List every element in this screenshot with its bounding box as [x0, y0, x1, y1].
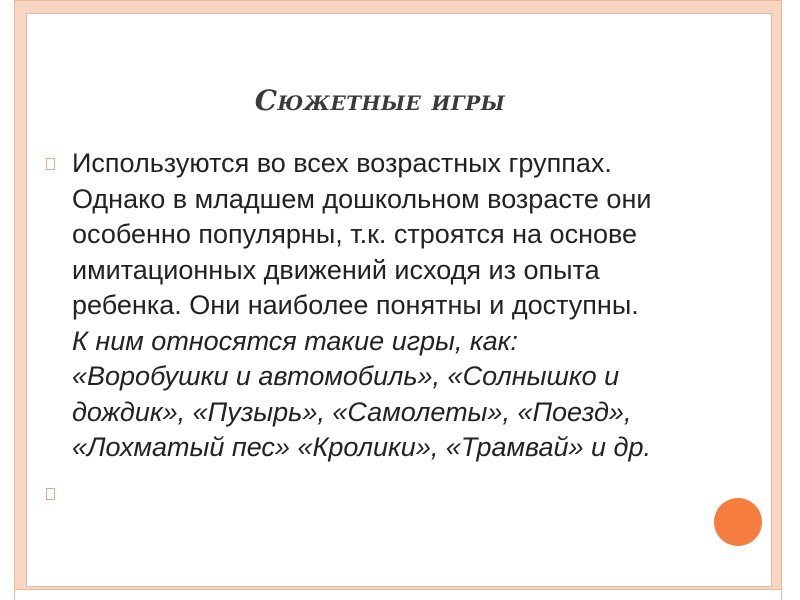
bullet-marker-icon — [46, 488, 55, 500]
bullet-line: особенно популярны, т.к. строятся на основе — [72, 219, 638, 249]
bullet-list — [44, 146, 684, 512]
bullet-line: Однако в младшем дошкольном возрасте они — [72, 183, 652, 214]
bullet-line-italic: «Лохматый пес» «Кролики», «Трамвай» и др. — [72, 432, 651, 462]
bullet-item-empty — [44, 476, 684, 512]
decorative-circle-icon — [714, 498, 762, 546]
bullet-line-italic: «Воробушки и автомобиль», «Солнышко и — [72, 361, 620, 391]
bullet-line-italic: К ним относятся такие игры, как: — [72, 325, 518, 356]
slide-title: Сюжетные игры — [254, 84, 506, 117]
bullet-marker-icon — [46, 158, 55, 170]
bullet-item — [44, 146, 684, 466]
bullet-line-italic: дождик», «Пузырь», «Самолеты», «Поезд», — [72, 396, 632, 427]
bullet-line: Используются во всех возрастных группах. — [72, 148, 612, 178]
bullet-line: имитационных движений исходя из опыта — [72, 254, 600, 285]
bullet-line: ребенка. Они наиболее понятны и доступны. — [72, 290, 639, 320]
